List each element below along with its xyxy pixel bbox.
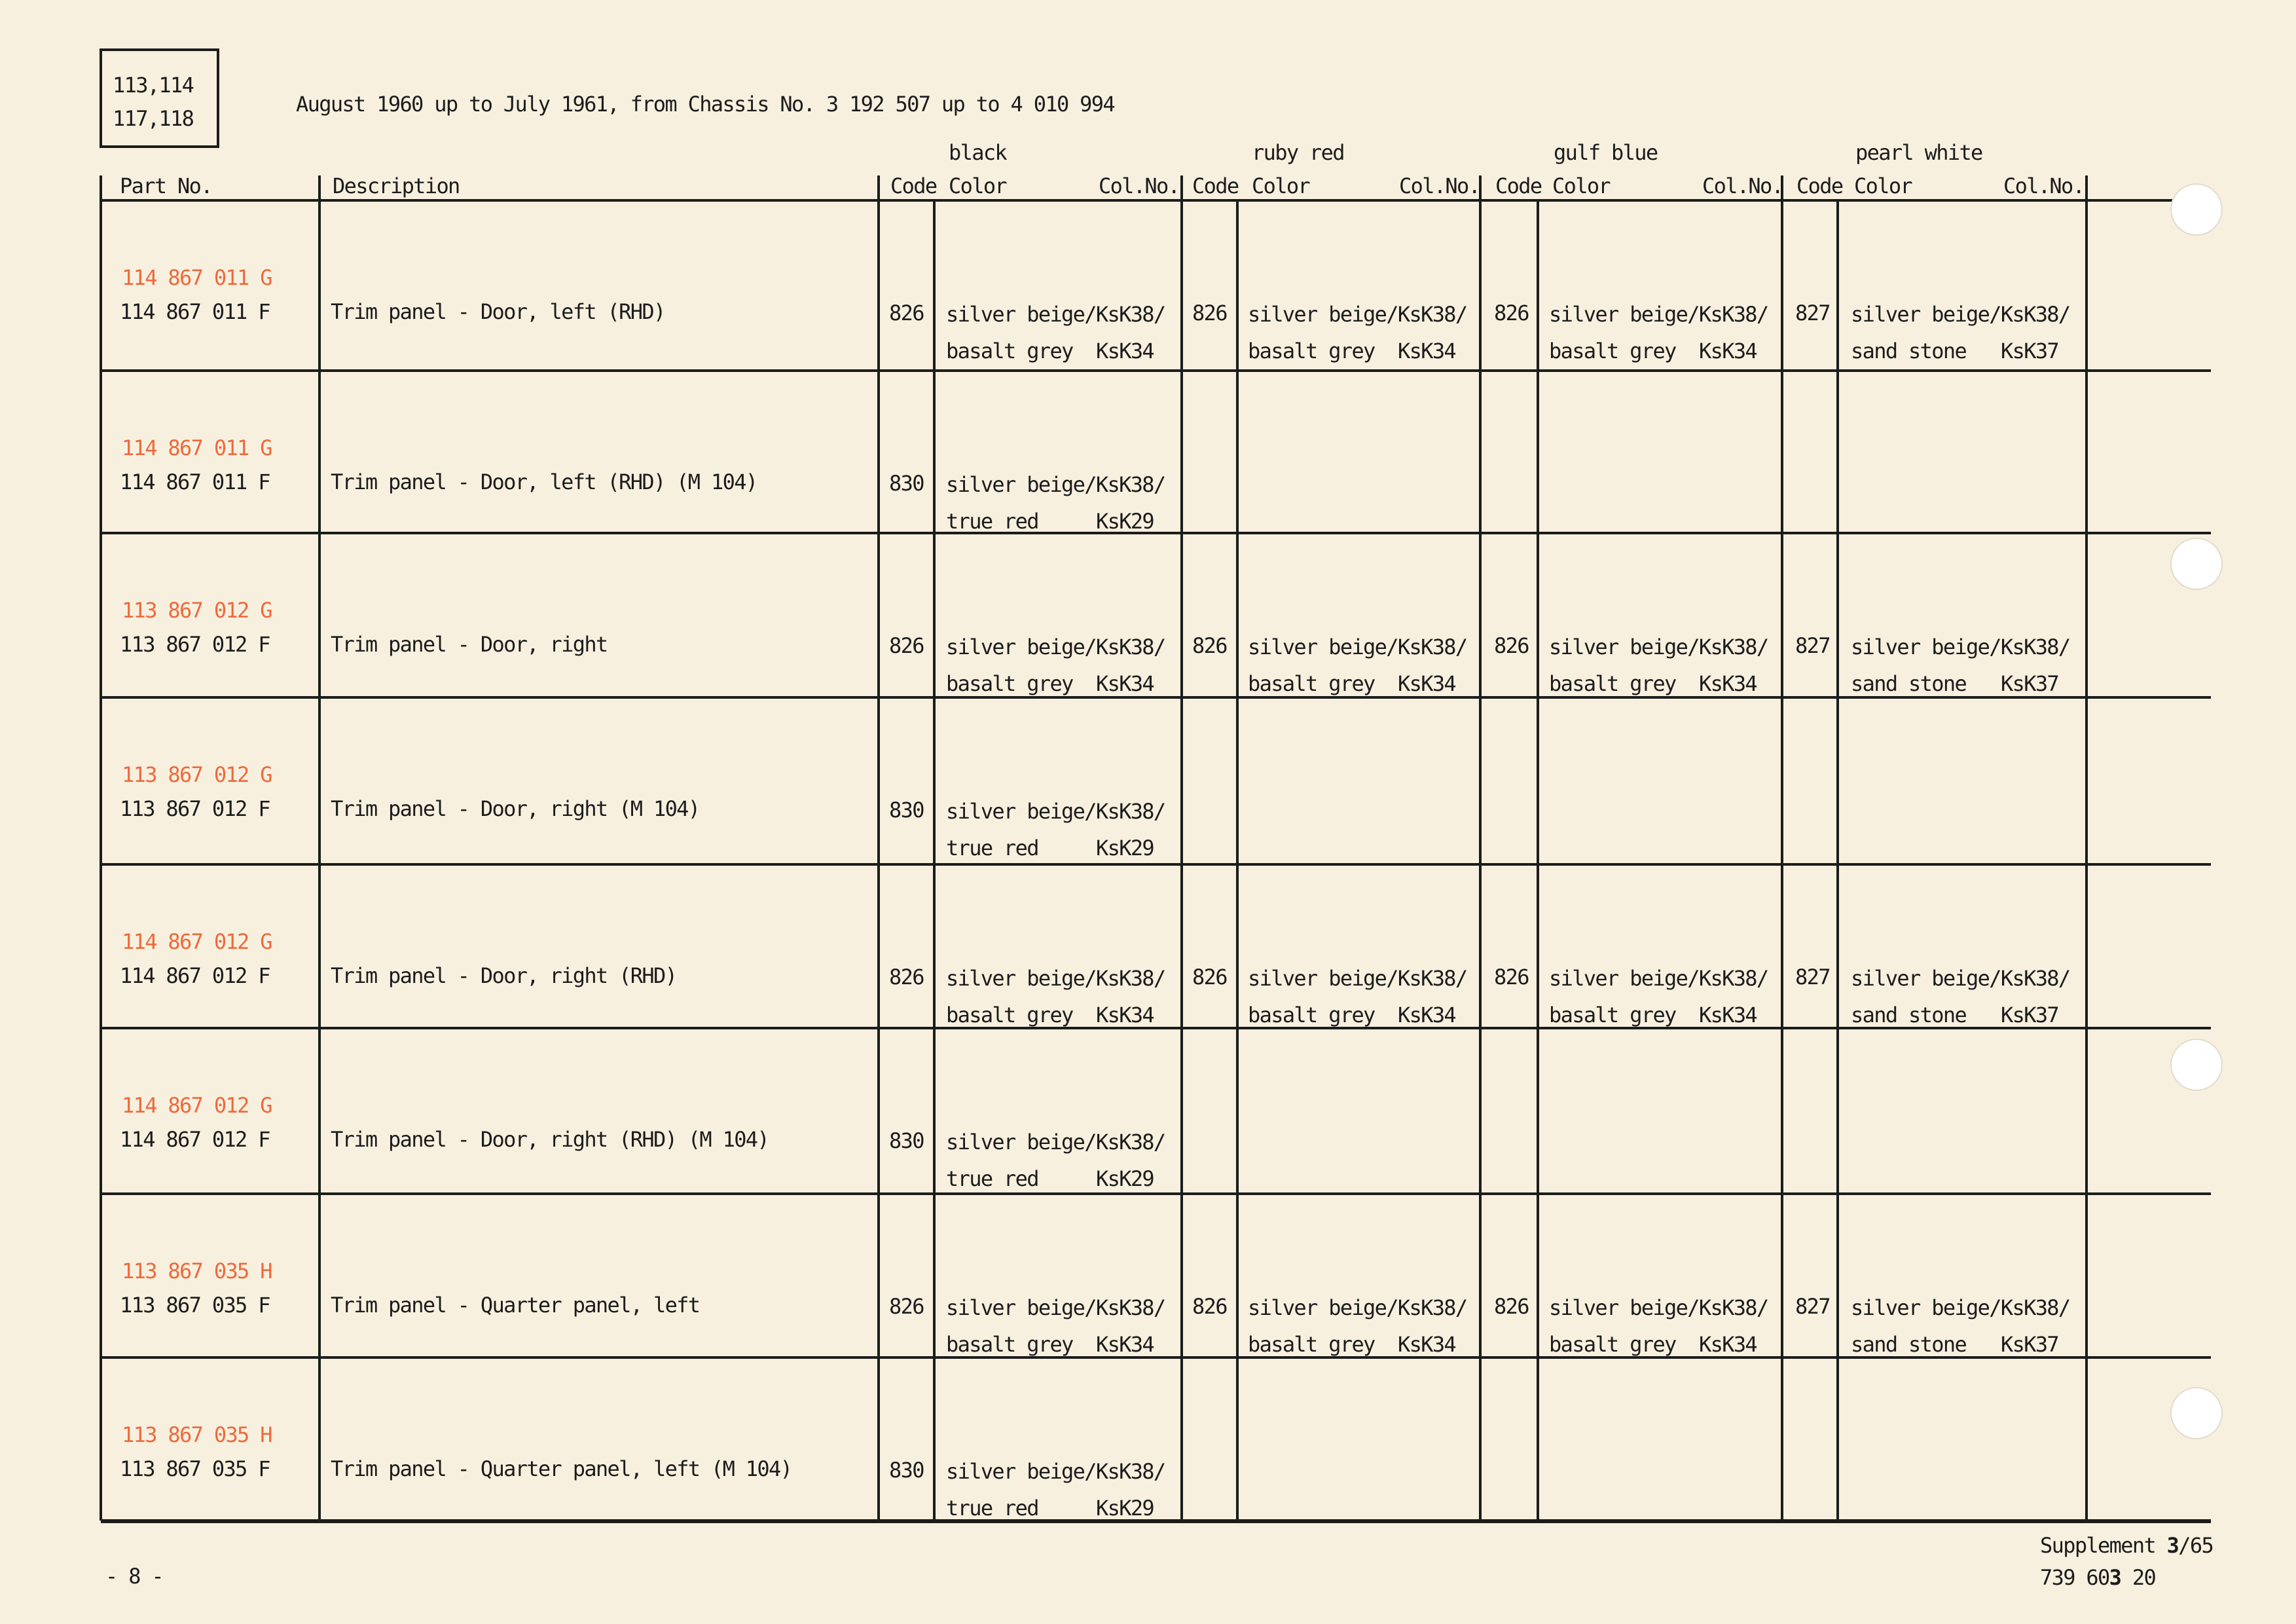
color-line1: silver beige/KsK38/ [946,1295,1165,1320]
color-number: KsK37 [2001,339,2059,363]
color-number: KsK34 [1096,339,1154,363]
color-line2: basalt grey [1549,1003,1676,1027]
document-number [2040,1566,2155,1589]
color-line1: silver beige/KsK38/ [1851,966,2070,991]
color-line2: basalt grey [1248,339,1375,363]
color-line1: silver beige/KsK38/ [946,799,1165,824]
color-line2: true red [946,1166,1038,1191]
header-tick [318,175,321,200]
model-numbers-line2: 117,118 [113,106,194,131]
supplement-number: 3 [2166,1533,2179,1558]
color-code: 827 [1795,965,1830,989]
part-description: Trim panel - Quarter panel, left (M 104) [331,1456,792,1481]
model-numbers-line1: 113,114 [113,73,194,98]
color-number: KsK29 [1096,1166,1154,1191]
part-number-old: 114 867 012 F [120,963,270,988]
punch-hole [2170,1039,2223,1091]
header-col-no: Col.No. [1099,174,1180,198]
color-group-title: black [949,140,1007,165]
color-code: 826 [1192,633,1227,658]
part-number-new: 114 867 012 G [122,929,272,954]
color-code: 827 [1795,1294,1830,1319]
color-number: KsK34 [1096,671,1154,696]
header-tick [100,175,102,200]
table-row [0,533,2296,697]
color-code: 827 [1795,301,1830,325]
color-number: KsK37 [2001,671,2059,696]
punch-hole [2170,1387,2223,1439]
color-line1: silver beige/KsK38/ [1851,302,2070,327]
table-row [0,1194,2296,1357]
color-group-title: ruby red [1252,140,1344,165]
header-color: Color [949,174,1007,198]
color-number: KsK34 [1699,671,1757,696]
color-number: KsK34 [1699,1003,1757,1027]
color-number: KsK34 [1398,1332,1456,1357]
header-code: Code [1192,174,1239,198]
color-line1: silver beige/KsK38/ [946,1459,1165,1484]
part-description: Trim panel - Door, right [331,632,608,657]
color-line1: silver beige/KsK38/ [946,966,1165,991]
color-line1: silver beige/KsK38/ [946,472,1165,497]
color-line1: silver beige/KsK38/ [1248,1295,1467,1320]
part-number-new: 113 867 012 G [122,762,272,787]
supplement-label [2040,1534,2213,1557]
color-group-title: gulf blue [1554,140,1658,165]
color-code: 826 [1192,301,1227,325]
header-col-no: Col.No. [2003,174,2085,198]
color-number: KsK37 [2001,1003,2059,1027]
color-line2: sand stone [1851,1003,1967,1027]
color-number: KsK34 [1096,1332,1154,1357]
color-line1: silver beige/KsK38/ [1248,966,1467,991]
color-code: 826 [1494,633,1529,658]
color-code: 826 [1494,1294,1529,1319]
part-number-old: 113 867 035 F [120,1456,270,1481]
part-description: Trim panel - Door, right (RHD) (M 104) [331,1127,769,1152]
color-line2: true red [946,509,1038,534]
part-description: Trim panel - Door, right (M 104) [331,796,700,821]
color-line2: basalt grey [946,671,1073,696]
part-number-new: 113 867 035 H [122,1259,272,1283]
color-line1: silver beige/KsK38/ [946,302,1165,327]
part-number-old: 113 867 035 F [120,1293,270,1318]
header-col-no: Col.No. [1399,174,1480,198]
color-line2: basalt grey [946,339,1073,363]
color-line2: basalt grey [1248,1332,1375,1357]
color-line1: silver beige/KsK38/ [1851,1295,2070,1320]
color-line1: silver beige/KsK38/ [1549,302,1768,327]
part-number-old: 114 867 012 F [120,1127,270,1152]
color-code: 826 [889,633,924,658]
color-line1: silver beige/KsK38/ [946,1130,1165,1154]
header-part-no: Part No. [120,174,212,198]
document-number-bold: 3 [2109,1565,2121,1590]
color-line1: silver beige/KsK38/ [1248,635,1467,659]
header-tick [2085,175,2088,200]
color-line2: basalt grey [1549,671,1676,696]
part-number-new: 113 867 012 G [122,598,272,623]
color-line1: silver beige/KsK38/ [1549,635,1768,659]
color-line1: silver beige/KsK38/ [946,635,1165,659]
color-line2: basalt grey [946,1003,1073,1027]
header-color: Color [1854,174,1912,198]
supplement-suffix: /65 [2178,1533,2214,1558]
color-code: 826 [1494,965,1529,989]
part-number-new: 113 867 035 H [122,1422,272,1447]
color-number: KsK37 [2001,1332,2059,1357]
color-line2: true red [946,836,1038,860]
header-tick [1180,175,1183,200]
part-number-old: 113 867 012 F [120,796,270,821]
color-line2: true red [946,1496,1038,1521]
punch-hole [2170,183,2223,236]
color-code: 826 [889,301,924,325]
supplement-prefix: Supplement [2040,1533,2167,1558]
color-number: KsK29 [1096,509,1154,534]
part-number-old: 114 867 011 F [120,470,270,494]
table-row [0,697,2296,864]
page-title: August 1960 up to July 1961, from Chassis No. 3 192 507 up to 4 010 994 [296,92,1115,117]
part-number-old: 114 867 011 F [120,299,270,324]
table-row [0,200,2296,371]
color-number: KsK34 [1699,1332,1757,1357]
color-line2: basalt grey [946,1332,1073,1357]
color-code: 826 [1192,1294,1227,1319]
color-code: 826 [1494,301,1529,325]
color-group-title: pearl white [1855,140,1982,165]
part-number-new: 114 867 011 G [122,265,272,290]
color-line1: silver beige/KsK38/ [1248,302,1467,327]
document-number-suffix: 20 [2121,1565,2156,1590]
color-code: 830 [889,1458,924,1483]
part-number-new: 114 867 012 G [122,1093,272,1118]
color-number: KsK29 [1096,836,1154,860]
document-number-prefix: 739 60 [2040,1565,2109,1590]
color-code: 826 [1192,965,1227,989]
color-line1: silver beige/KsK38/ [1851,635,2070,659]
part-description: Trim panel - Door, right (RHD) [331,963,677,988]
color-line2: sand stone [1851,1332,1967,1357]
color-code: 830 [889,471,924,496]
color-line2: basalt grey [1248,1003,1375,1027]
header-code: Code [890,174,937,198]
color-line2: basalt grey [1549,1332,1676,1357]
color-number: KsK34 [1398,339,1456,363]
header-col-no: Col.No. [1702,174,1783,198]
part-number-new: 114 867 011 G [122,435,272,460]
header-description: Description [333,174,460,198]
part-description: Trim panel - Door, left (RHD) (M 104) [331,470,757,494]
color-line1: silver beige/KsK38/ [1549,1295,1768,1320]
header-code: Code [1495,174,1542,198]
punch-hole [2170,538,2223,590]
header-code: Code [1796,174,1843,198]
color-number: KsK29 [1096,1496,1154,1521]
color-number: KsK34 [1398,671,1456,696]
color-number: KsK34 [1699,339,1757,363]
table-row [0,1357,2296,1521]
model-number-box [100,48,219,148]
color-code: 830 [889,1128,924,1153]
part-number-old: 113 867 012 F [120,632,270,657]
table-row [0,371,2296,533]
page-number: - 8 - [105,1564,164,1589]
header-tick [877,175,880,200]
part-description: Trim panel - Quarter panel, left [331,1293,700,1318]
table-row [0,864,2296,1028]
color-number: KsK34 [1096,1003,1154,1027]
color-line2: basalt grey [1248,671,1375,696]
header-color: Color [1552,174,1611,198]
color-code: 827 [1795,633,1830,658]
header-color: Color [1252,174,1310,198]
table-row [0,1028,2296,1194]
color-line2: sand stone [1851,671,1967,696]
color-code: 830 [889,798,924,822]
color-code: 826 [889,1294,924,1319]
color-line2: sand stone [1851,339,1967,363]
color-code: 826 [889,965,924,989]
color-number: KsK34 [1398,1003,1456,1027]
color-line1: silver beige/KsK38/ [1549,966,1768,991]
part-description: Trim panel - Door, left (RHD) [331,299,665,324]
color-line2: basalt grey [1549,339,1676,363]
